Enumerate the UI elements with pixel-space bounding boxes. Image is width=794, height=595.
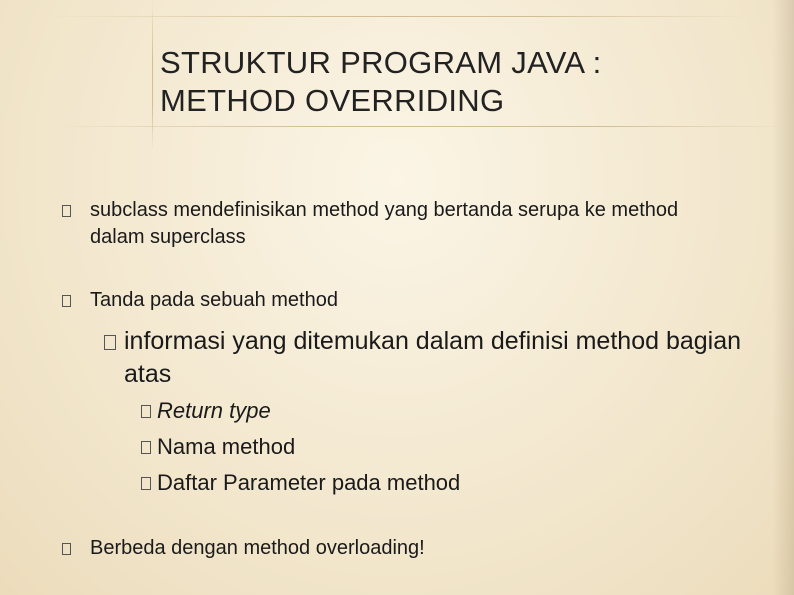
square-bullet-icon bbox=[62, 543, 71, 555]
square-bullet-icon bbox=[62, 205, 71, 217]
sub-bullet-text: informasi yang ditemukan dalam definisi method bagian atas bbox=[124, 327, 742, 388]
title-rule-top bbox=[48, 16, 748, 17]
bullet-tanda bbox=[56, 287, 736, 314]
bullet-berbeda bbox=[56, 535, 736, 562]
square-bullet-icon bbox=[104, 335, 116, 350]
sub-sub-bullet-text: Return type bbox=[157, 398, 271, 423]
slide-title bbox=[160, 44, 602, 120]
square-bullet-icon bbox=[141, 405, 151, 418]
slide-title-line-2: METHOD OVERRIDING bbox=[160, 83, 505, 118]
sub-sub-bullet-text: Daftar Parameter pada method bbox=[157, 470, 461, 495]
sub-bullet-informasi bbox=[104, 325, 744, 391]
sub-sub-bullet-daftar-parameter bbox=[141, 469, 741, 496]
sub-sub-bullet-text: Nama method bbox=[157, 434, 296, 459]
bullet-subclass bbox=[56, 197, 736, 251]
sub-sub-bullet-return-type bbox=[141, 397, 741, 424]
title-rule-bottom bbox=[48, 126, 788, 127]
sub-sub-bullet-nama-method bbox=[141, 433, 741, 460]
square-bullet-icon bbox=[62, 295, 71, 307]
square-bullet-icon bbox=[141, 477, 151, 490]
slide-edge-shadow bbox=[772, 0, 794, 595]
bullet-text: Berbeda dengan method overloading! bbox=[90, 537, 425, 559]
square-bullet-icon bbox=[141, 441, 151, 454]
title-rule-vertical bbox=[152, 0, 153, 150]
bullet-text: subclass mendefinisikan method yang bertanda serupa ke method dalam superclass bbox=[90, 199, 679, 248]
slide-title-line-1: STRUKTUR PROGRAM JAVA : bbox=[160, 45, 602, 80]
bullet-text: Tanda pada sebuah method bbox=[90, 289, 338, 311]
